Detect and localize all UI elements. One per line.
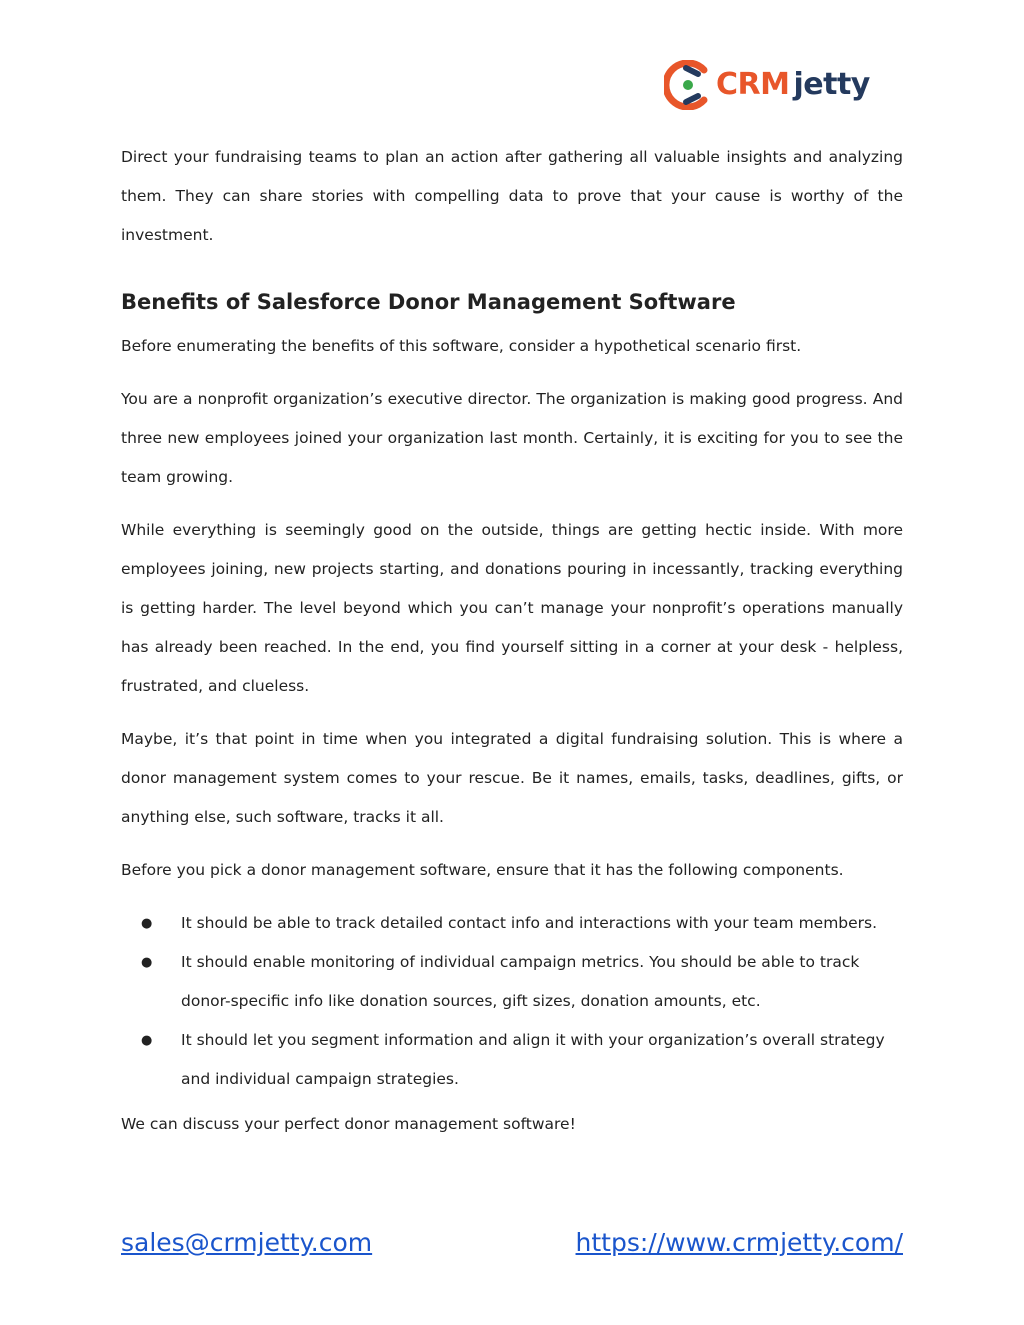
intro-paragraph: Direct your fundraising teams to plan an action after gathering all valuable insights and analyzing them. They can share stories with compelling data to prove that your cause is worthy of the investment. [121,148,903,244]
list-item [121,943,903,1021]
logo-wordmark [716,67,870,102]
closing-paragraph: We can discuss your perfect donor management software! [121,1115,576,1133]
list-item [121,1021,903,1099]
section-heading: Benefits of Salesforce Donor Management Software [121,290,736,314]
list-item-text: It should enable monitoring of individual campaign metrics. You should be able to track donor-specific info like donation sources, gift sizes, donation amounts, etc. [181,953,860,1010]
list-item-text: It should let you segment information and align it with your organization’s overall strategy and individual campaign strategies. [181,1031,885,1088]
components-list [121,904,903,1099]
footer [121,1228,903,1257]
list-item [121,904,903,943]
logo-jetty-text: jetty [793,67,870,102]
body-paragraph: While everything is seemingly good on the outside, things are getting hectic inside. With more employees joining, new projects starting, and donations pouring in incessantly, tracking everything is getting harder. The level beyond which you can’t manage your nonprofit’s operations manually has already been reached. In the end, you find yourself sitting in a corner at your desk - helpless, frustrated, and clueless. [121,521,903,695]
body-paragraph: Before enumerating the benefits of this software, consider a hypothetical scenario first. [121,337,802,355]
logo-crm-text: CRM [716,67,790,102]
email-link[interactable]: sales@crmjetty.com [121,1228,373,1257]
list-item-text: It should be able to track detailed contact info and interactions with your team members. [181,914,878,932]
body-paragraph: Before you pick a donor management software, ensure that it has the following components. [121,861,844,879]
crmjetty-logo-icon [664,60,708,110]
body-paragraph: Maybe, it’s that point in time when you integrated a digital fundraising solution. This is where a donor management system comes to your rescue. Be it names, emails, tasks, deadlines, gifts, or anything else, such software, tracks it all. [121,730,903,826]
bullet-icon: ● [141,1033,153,1048]
website-link[interactable]: https://www.crmjetty.com/ [575,1228,903,1257]
document-body [121,138,903,1158]
bullet-icon: ● [141,955,153,970]
crmjetty-logo [664,60,870,110]
bullet-icon: ● [141,916,153,931]
body-paragraph: You are a nonprofit organization’s executive director. The organization is making good progress. And three new employees joined your organization last month. Certainly, it is exciting for you to see the team growing. [121,390,903,486]
